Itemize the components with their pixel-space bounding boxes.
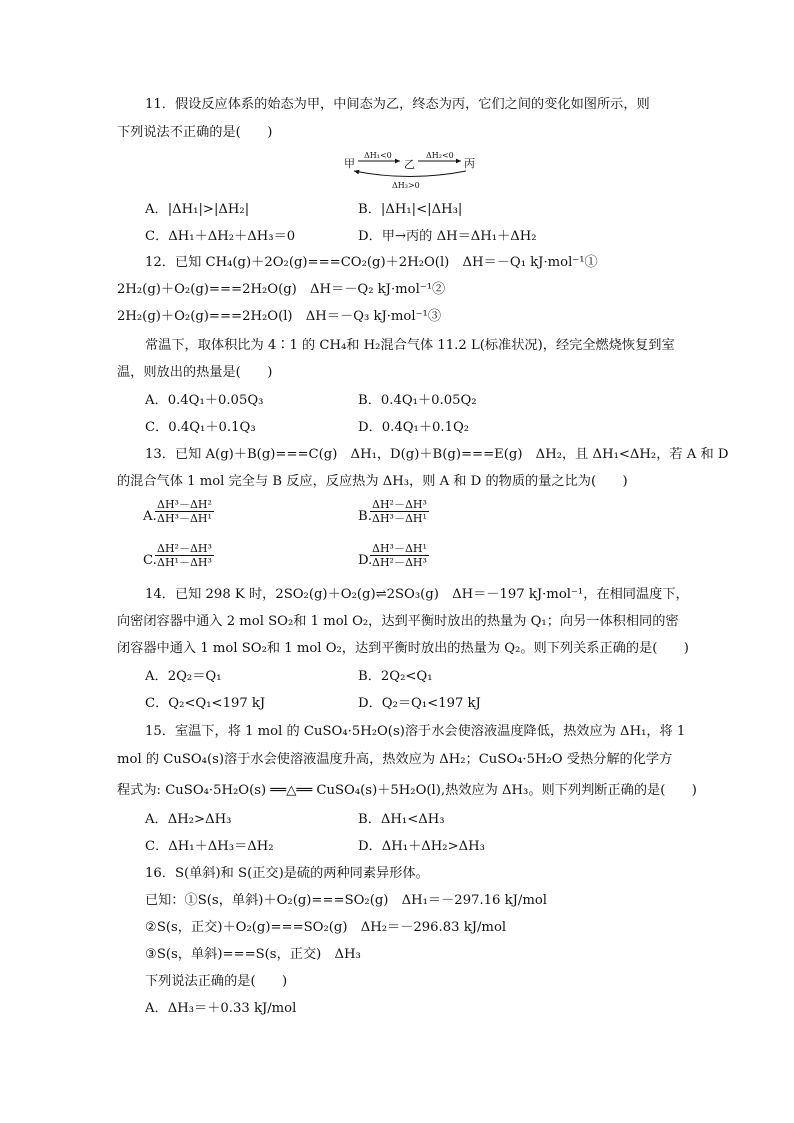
q16-equation-1: 已知：①S(s，单斜)＋O₂(g)===SO₂(g) ΔH₁＝－297.16 kJ/mol xyxy=(145,893,548,908)
q12-option-b: B．0.4Q₁＋0.05Q₂ xyxy=(358,393,477,408)
arrowhead-icon xyxy=(395,159,400,164)
q14-option-d: D．Q₂＝Q₁<197 kJ xyxy=(358,696,481,711)
diagram-start-label: 甲 xyxy=(344,157,355,170)
fraction-numerator: ΔH³－ΔH¹ xyxy=(372,542,427,555)
q11-stem-line2: 下列说法不正确的是( ) xyxy=(117,125,273,140)
q15-option-d: D．ΔH₁＋ΔH₂>ΔH₃ xyxy=(358,839,485,854)
q12-option-c: C．0.4Q₁＋0.1Q₃ xyxy=(145,420,256,435)
fraction-numerator: ΔH²－ΔH³ xyxy=(372,498,427,511)
q13-option-b-fraction xyxy=(370,498,429,525)
q14-stem-line3: 闭容器中通入 1 mol SO₂和 1 mol O₂，达到平衡时放出的热量为 Q₂。则下列关系正确的是( ) xyxy=(117,641,689,656)
q13-option-d-fraction xyxy=(370,542,429,569)
q14-stem-line2: 向密闭容器中通入 2 mol SO₂和 1 mol O₂，达到平衡时放出的热量为 Q₁；向另一体积相同的密 xyxy=(117,614,679,629)
q15-option-b: B．ΔH₁<ΔH₃ xyxy=(358,812,445,827)
diagram-end-label: 丙 xyxy=(464,157,475,170)
q15-stem-line2: mol 的 CuSO₄(s)溶于水会使溶液温度升高，热效应为 ΔH₂；CuSO₄·5H₂O 受热分解的化学方 xyxy=(117,752,673,767)
fraction-numerator: ΔH²－ΔH³ xyxy=(157,542,212,555)
q14-option-b: B．2Q₂<Q₁ xyxy=(358,669,433,684)
diagram-h3-label: ΔH₃>0 xyxy=(392,181,420,190)
q13-option-c-label: C. xyxy=(143,553,157,568)
q13-option-a-fraction xyxy=(155,498,214,525)
q13-option-c-fraction xyxy=(155,542,214,569)
q16-stem-line1: 16．S(单斜)和 S(正交)是硫的两种同素异形体。 xyxy=(145,866,429,881)
q12-option-a: A．0.4Q₁＋0.05Q₃ xyxy=(145,393,264,408)
q11-option-b: B．|ΔH₁|<|ΔH₃| xyxy=(358,202,463,217)
q13-stem-line1: 13．已知 A(g)＋B(g)===C(g) ΔH₁，D(g)＋B(g)===E(g) ΔH₂，且 ΔH₁<ΔH₂，若 A 和 D xyxy=(145,447,729,462)
q12-stem-line1: 12．已知 CH₄(g)＋2O₂(g)===CO₂(g)＋2H₂O(l) ΔH＝－Q₁ kJ·mol⁻¹① xyxy=(145,255,598,270)
fraction-denominator: ΔH³－ΔH¹ xyxy=(372,512,427,525)
fraction-numerator: ΔH³－ΔH² xyxy=(157,498,212,511)
q12-option-d: D．0.4Q₁＋0.1Q₂ xyxy=(358,420,470,435)
fraction-denominator: ΔH²－ΔH³ xyxy=(372,556,427,569)
q16-equation-2: ②S(s，正交)＋O₂(g)===SO₂(g) ΔH₂＝－296.83 kJ/mol xyxy=(145,920,507,935)
q13-option-a-label: A. xyxy=(143,509,157,524)
q12-equation-2: 2H₂(g)＋O₂(g)===2H₂O(g) ΔH＝－Q₂ kJ·mol⁻¹② xyxy=(117,282,446,297)
diagram-middle-label: 乙 xyxy=(404,158,415,171)
q16-stem-line2: 下列说法正确的是( ) xyxy=(145,974,288,989)
q11-option-c: C．ΔH₁＋ΔH₂＋ΔH₃＝0 xyxy=(145,229,296,244)
q15-option-a: A．ΔH₂>ΔH₃ xyxy=(145,812,232,827)
q12-equation-3: 2H₂(g)＋O₂(g)===2H₂O(l) ΔH＝－Q₃ kJ·mol⁻¹③ xyxy=(117,309,442,324)
q15-option-c: C．ΔH₁＋ΔH₃＝ΔH₂ xyxy=(145,839,274,854)
q16-equation-3: ③S(s，单斜)===S(s，正交) ΔH₃ xyxy=(145,947,361,962)
diagram-h2-label: ΔH₂<0 xyxy=(426,151,454,160)
arrowhead-icon xyxy=(354,170,360,175)
q11-reaction-diagram xyxy=(340,146,480,192)
q16-option-a: A．ΔH₃＝＋0.33 kJ/mol xyxy=(145,1001,297,1016)
q11-option-a: A．|ΔH₁|>|ΔH₂| xyxy=(145,202,250,217)
q14-stem-line1: 14．已知 298 K 时，2SO₂(g)＋O₂(g)⇌2SO₃(g) ΔH＝－197 kJ·mol⁻¹，在相同温度下， xyxy=(145,587,689,602)
diagram-arrow-h3 xyxy=(354,171,466,177)
fraction-denominator: ΔH¹－ΔH³ xyxy=(157,556,212,569)
q14-option-c: C．Q₂<Q₁<197 kJ xyxy=(145,696,266,711)
q14-option-a: A．2Q₂＝Q₁ xyxy=(145,669,222,684)
diagram-h1-label: ΔH₁<0 xyxy=(364,151,392,160)
arrowhead-icon xyxy=(456,159,461,164)
q11-stem-line1: 11．假设反应体系的始态为甲，中间态为乙，终态为丙，它们之间的变化如图所示，则 xyxy=(145,97,650,112)
q15-stem-line1: 15．室温下，将 1 mol 的 CuSO₄·5H₂O(s)溶于水会使溶液温度降低，热效应为 ΔH₁，将 1 xyxy=(145,724,686,739)
q12-stem-line2: 常温下，取体积比为 4∶1 的 CH₄和 H₂混合气体 11.2 L(标准状况)，经完全燃烧恢复到室 xyxy=(145,338,675,353)
q15-stem-line3: 程式为: CuSO₄·5H₂O(s) ══△══ CuSO₄(s)＋5H₂O(l),热效应为 ΔH₃。则下列判断正确的是( ) xyxy=(117,783,697,798)
q11-option-d: D．甲→丙的 ΔH＝ΔH₁＋ΔH₂ xyxy=(358,229,537,244)
q13-option-b-label: B. xyxy=(358,509,372,524)
q13-stem-line2: 的混合气体 1 mol 完全与 B 反应，反应热为 ΔH₃，则 A 和 D 的物质的量之比为( ) xyxy=(117,474,628,489)
fraction-denominator: ΔH³－ΔH¹ xyxy=(157,512,212,525)
q13-option-d-label: D. xyxy=(358,553,373,568)
q12-stem-line3: 温，则放出的热量是( ) xyxy=(117,365,273,380)
